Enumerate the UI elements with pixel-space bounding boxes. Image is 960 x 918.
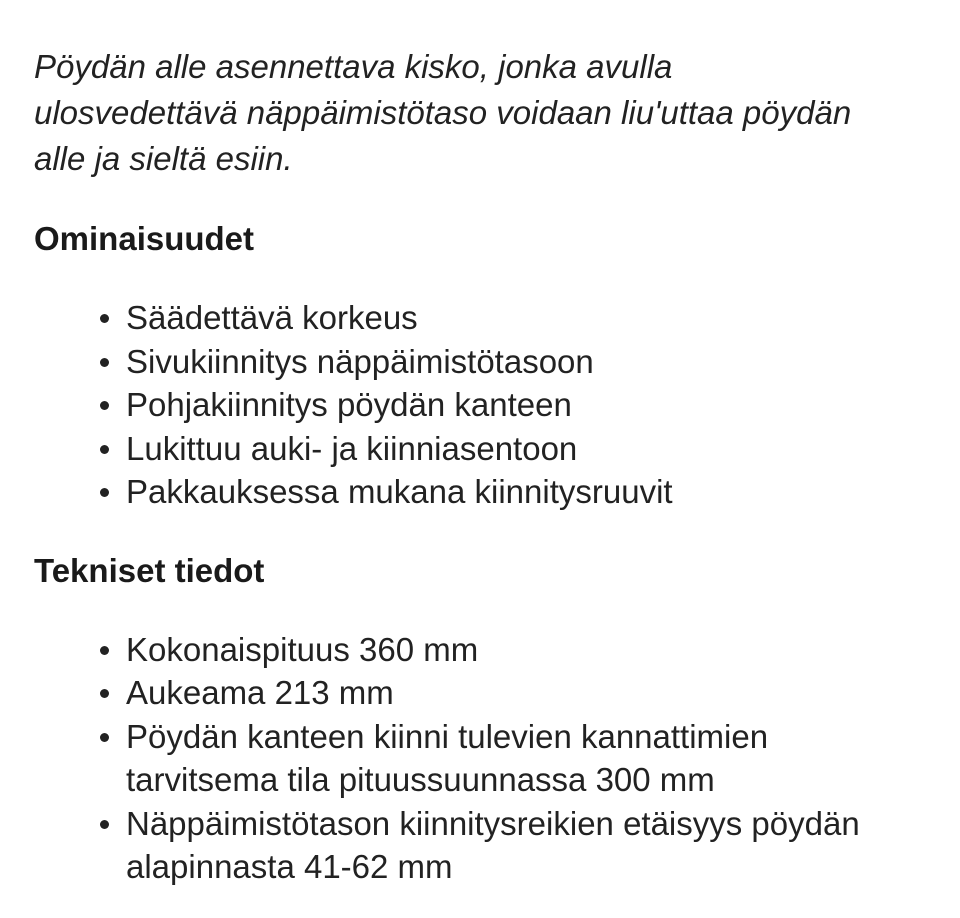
list-item: [126, 427, 886, 471]
list-item-text: Kokonaispituus 360 mm: [126, 630, 479, 668]
list-item-text: Aukeama 213 mm: [126, 674, 394, 711]
list-item-text: Säädettävä korkeus: [126, 299, 418, 336]
bullet-icon: [100, 733, 109, 742]
list-item-text: Näppäimistötason kiinnitysreikien etäisyys pöydän alapinnasta 41-62 mm: [126, 804, 860, 885]
list-item: [126, 671, 886, 715]
list-item: [126, 340, 886, 384]
bullet-icon: [100, 646, 109, 655]
list-item-text: Lukittuu auki- ja kiinniasentoon: [126, 429, 578, 467]
list-item: [126, 296, 886, 340]
bullet-icon: [100, 401, 109, 410]
bullet-icon: [100, 358, 109, 367]
bullet-icon: [100, 689, 109, 698]
list-item: [126, 628, 886, 672]
bullet-icon: [100, 445, 109, 454]
list-item-text: Pöydän kanteen kiinni tulevien kannattimien tarvitsema tila pituussuunnassa 300 mm: [126, 717, 769, 798]
tech-specs-list: [34, 628, 926, 889]
list-item-text: Sivukiinnitys näppäimistötasoon: [126, 342, 594, 380]
list-item: [126, 470, 886, 514]
list-item: [126, 383, 886, 427]
bullet-icon: [100, 820, 109, 829]
bullet-icon: [100, 488, 109, 497]
list-item: [126, 802, 886, 889]
list-item: [126, 715, 886, 802]
features-heading: Ominaisuudet: [34, 220, 255, 257]
bullet-icon: [100, 314, 109, 323]
list-item-text: Pakkauksessa mukana kiinnitysruuvit: [126, 473, 673, 510]
features-list: [34, 296, 926, 514]
list-item-text: Pohjakiinnitys pöydän kanteen: [126, 386, 572, 423]
tech-specs-heading: Tekniset tiedot: [34, 551, 265, 589]
intro-text: Pöydän alle asennettava kisko, jonka avulla ulosvedettävä näppäimistötaso voidaan liu'uttaa pöydän alle ja sieltä esiin.: [34, 48, 852, 177]
